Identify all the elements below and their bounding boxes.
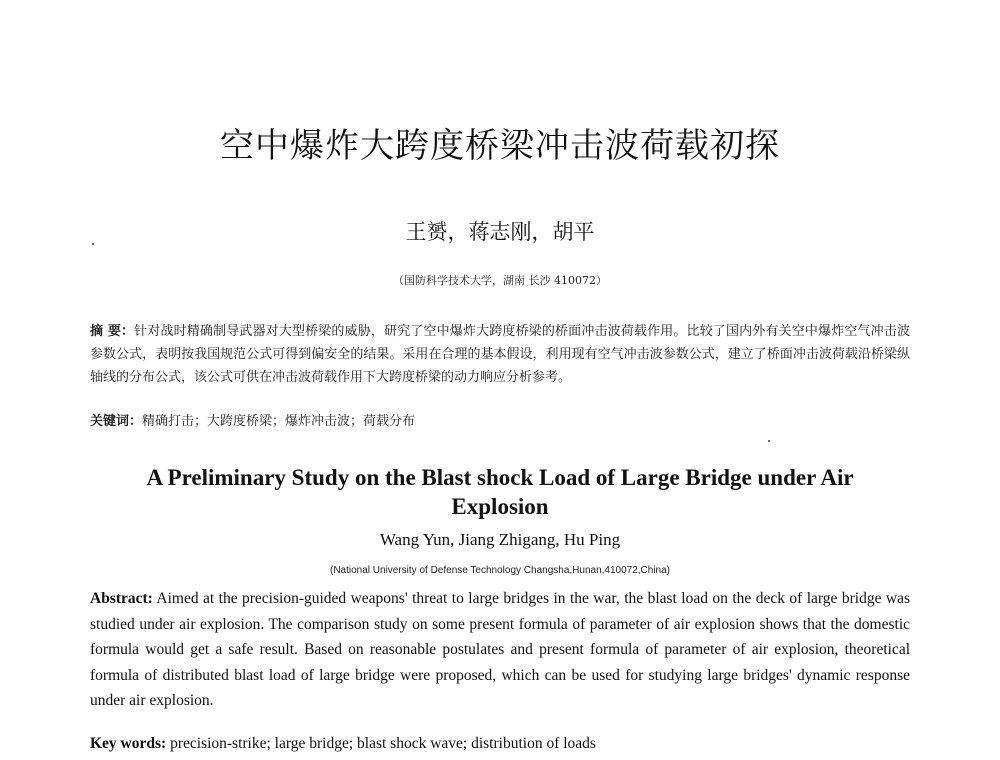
english-affiliation: (National University of Defense Technology Changsha,Hunan,410072,China) (329, 565, 671, 576)
chinese-affiliation: （国防科学技术大学，湖南 长沙 410072） (393, 274, 607, 287)
english-keywords-label: Key words: (90, 735, 167, 752)
chinese-keywords-label: 关键词： (90, 414, 143, 429)
chinese-title: 空中爆炸大跨度桥梁冲击波荷载初探 (220, 126, 780, 166)
chinese-abstract-text: 针对战时精确制导武器对大型桥梁的威胁，研究了空中爆炸大跨度桥梁的桥面冲击波荷载作用。比较了国内外有关空中爆炸空气冲击波参数公式，表明按我国规范公式可得到偏安全的结果。采用在合理的基本假设，利用现有空气冲击波参数公式，建立了桥面冲击波荷载沿桥梁纵轴线的分布公式，该公式可供在冲击波荷载作用下大跨度桥梁的动力响应分析参考。 (90, 324, 910, 385)
scan-speck (768, 440, 770, 442)
english-title: A Preliminary Study on the Blast shock Load of Large Bridge under Air Explosion (146, 465, 854, 519)
english-keywords-text: precision-strike; large bridge; blast shock wave; distribution of loads (166, 735, 596, 752)
english-authors: Wang Yun, Jiang Zhigang, Hu Ping (379, 530, 621, 549)
english-abstract-label: Abstract: (90, 590, 153, 607)
chinese-keywords (90, 412, 910, 432)
chinese-authors: 王赟，蒋志刚，胡平 (405, 220, 595, 244)
chinese-abstract (90, 320, 910, 389)
scan-speck (92, 243, 94, 245)
chinese-keywords-text: 精确打击；大跨度桥梁；爆炸冲击波；荷载分布 (142, 414, 416, 429)
english-abstract-text: Aimed at the precision-guided weapons' threat to large bridges in the war, the blast load on the deck of large bridge was studied under air explosion. The comparison study on some present formula of parameter of air explosion shows that the domestic formula would get a safe result. Based on reasonable postulates and present formula of parameter of air explosion, theoretical formula of distributed blast load of large bridge were proposed, which can be used for studying large bridges' dynamic response under air explosion. (90, 590, 910, 710)
english-abstract (90, 586, 910, 714)
chinese-abstract-label: 摘 要： (90, 324, 135, 339)
english-keywords (90, 734, 910, 754)
